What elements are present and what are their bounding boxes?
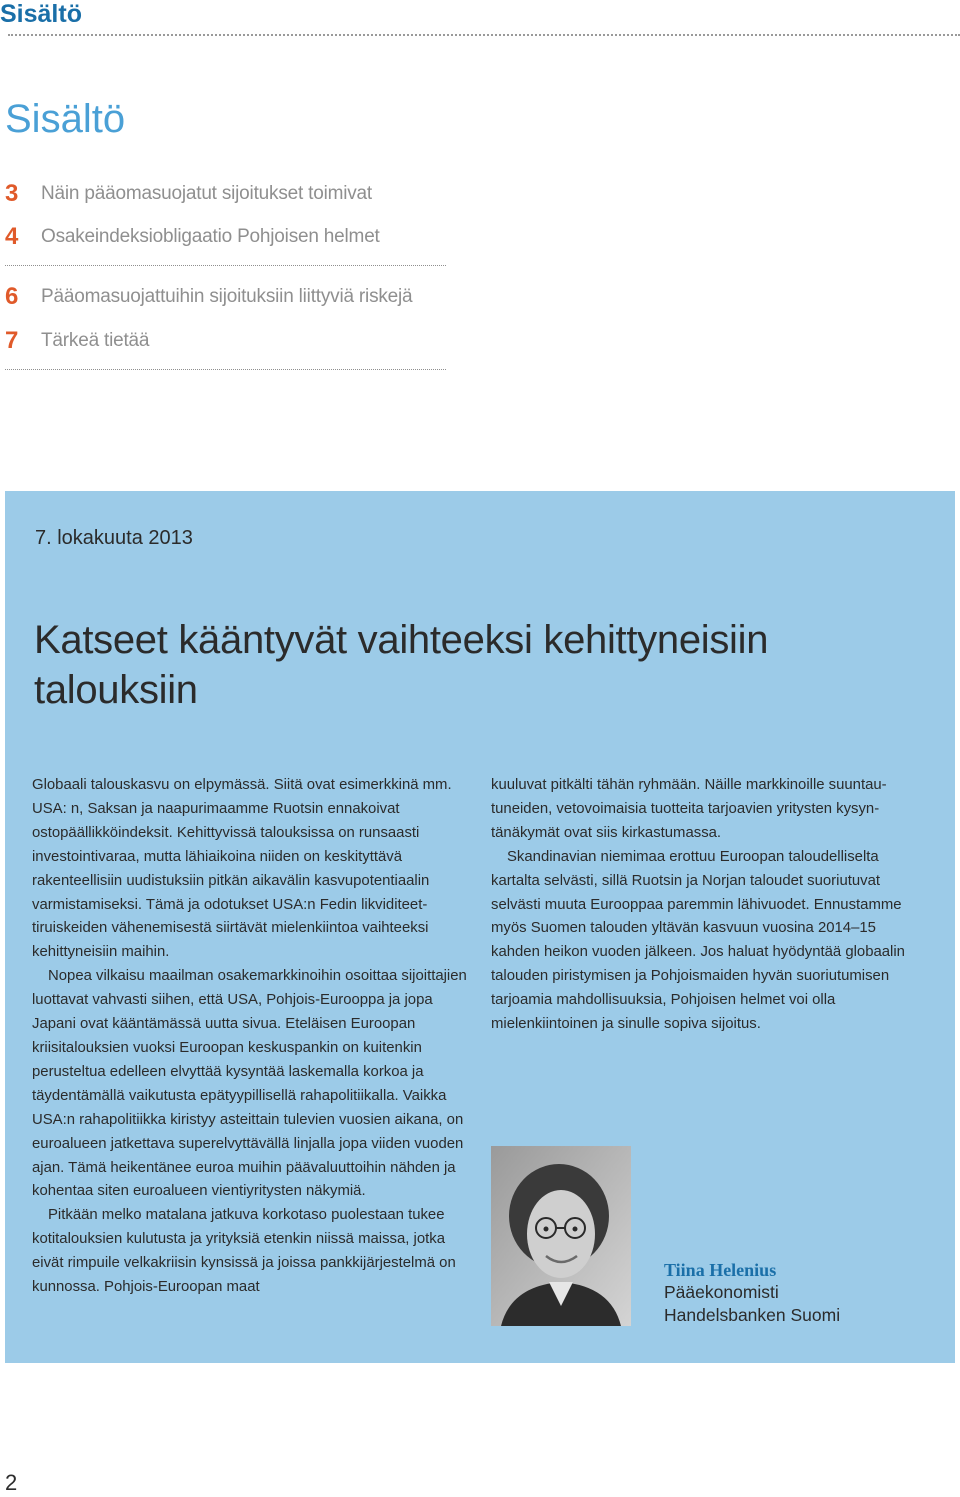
author-company: Handelsbanken Suomi [664,1305,841,1325]
toc-divider [5,265,446,266]
header-divider [8,34,960,36]
article-headline: Katseet kääntyvät vaihteeksi kehittyneisiin talouksiin [34,618,769,712]
article-column-left [32,774,467,1300]
author-title: Pääekonomisti [664,1282,779,1302]
article-paragraph: kuuluvat pitkälti tähän ryhmään. Näille markkinoille suuntautuneiden, vetovoimaisia tuotteita tarjoavien yritysten kysyntänäkymät ovat siis kirkastumassa. [491,777,887,841]
toc-item[interactable] [5,179,372,209]
page-number: 2 [5,1470,18,1495]
toc-item-label: Osakeindeksiobligaatio Pohjoisen helmet [41,226,380,247]
article-panel [5,491,955,1363]
author-signature [664,1259,840,1327]
article-column-right [491,774,923,1037]
toc-item-label: Pääomasuojattuihin sijoituksiin liittyviä riskejä [41,286,413,307]
toc-item-label: Tärkeä tietää [41,330,150,351]
toc-item[interactable] [5,326,149,356]
author-name: Tiina Helenius [664,1260,777,1280]
toc-item[interactable] [5,282,412,312]
article-paragraph: Skandinavian niemimaa erottuu Euroopan taloudelliselta kartalta selvästi, sillä Ruotsin ja Norjan taloudet suoriutuvat selvästi muuta Eurooppaa paremmin lähivuodet. Ennustamme myös Suomen talouden yltävän kasvuun vuosina 2014–15 kahden heikon vuoden jälkeen. Jos haluat hyödyntää globaalin talouden piristymisen ja Pohjoismaiden hyvän suoriutumisen tarjoamia mahdollisuuksia, Pohjoisen helmet voi olla mielenkiintoinen ja sinulle sopiva sijoitus. [491,848,905,1033]
author-photo [491,1146,631,1326]
toc-item-number: 7 [5,327,19,354]
article-paragraph: Globaali talouskasvu on elpymässä. Siitä ovat esimerkkinä mm. USA: n, Saksan ja naapurimaamme Ruotsin ennakoivat ostopäällikköindeksit. Kehittyvissä talouksissa on runsaasti investointivaraa, mutta lähiaikoina niiden on keskityttävä rakenteellisiin uudistuksiin pitkän aikavälin kasvupotentiaalin varmistamiseksi. Tämä ja odotukset USA:n Fedin likviditeettiruiskeiden vähenemisestä siirtävät mielenkiintoa vaihteeksi kehittyneisiin maihin. [32,777,452,961]
toc-heading: Sisältö [5,97,126,141]
toc-item-number: 3 [5,180,19,207]
toc-item[interactable] [5,222,380,252]
section-title: Sisältö [0,0,82,28]
article-paragraph: Pitkään melko matalana jatkuva korkotaso puolestaan tukee kotitalouksien kulutusta ja yrityksiä etenkin niissä maissa, jotka eivät rimpuile velkakriisin kynsissä ja joissa pankkijärjestelmä on kunnossa. Pohjois-Euroopan maat [32,1207,456,1296]
article-paragraph: Nopea vilkaisu maailman osakemarkkinoihin osoittaa sijoittajien luottavat vahvasti siihen, että USA, Pohjois-Eurooppa ja jopa Japani ovat kääntämässä uutta sivua. Eteläisen Euroopan kriisitalouksien vuoksi Euroopan keskuspankin on kuitenkin perusteltua edelleen elvyttää kysyntää laskemalla korkoa ja täydentämällä vaikutusta epätyypillisellä rahapolitiikalla. Vaikka USA:n rahapolitiikka kiristyy asteittain tulevien vuosien aikana, on euroalueen jatkettava superelvyttävällä linjalla jopa viiden vuoden ajan. Tämä heikentänee euroa muihin päävaluuttoihin nähden ja kohentaa siten euroalueen vientiyritysten näkymiä. [32,968,467,1200]
toc-item-number: 6 [5,283,19,310]
toc-item-number: 4 [5,223,19,250]
toc-divider [5,369,446,370]
portrait-image [491,1146,631,1326]
toc-item-label: Näin pääomasuojatut sijoitukset toimivat [41,183,373,204]
article-date: 7. lokakuuta 2013 [35,527,193,549]
